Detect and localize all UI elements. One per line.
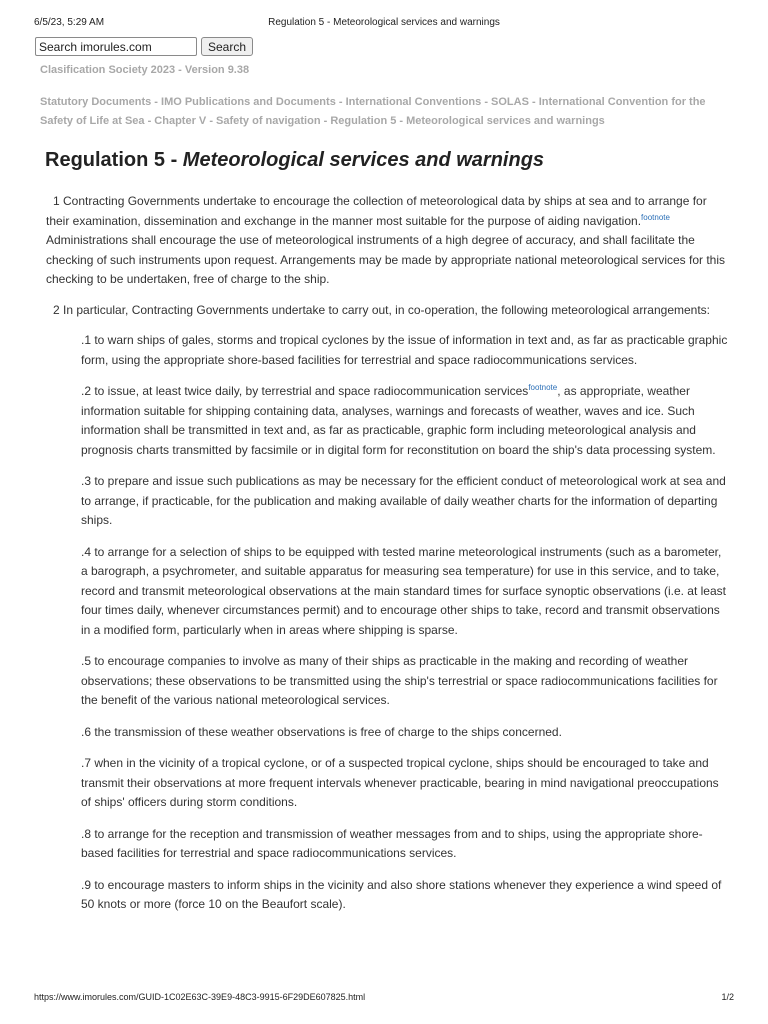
arrangement-list (46, 331, 728, 915)
regulation-content (46, 192, 728, 927)
footnote-link[interactable]: footnote (641, 212, 670, 222)
list-item: .6 the transmission of these weather observations is free of charge to the ships concerned. (81, 724, 562, 739)
version-label: Clasification Society 2023 - Version 9.38 (40, 64, 250, 76)
page-number: 1/2 (721, 992, 734, 1002)
list-item-text-b: , as appropriate, weather information suitable for shipping containing data, analyses, warnings and forecasts of weather, waves and ice. Such information shall be transmitted in text and, as far as practicable, graphic form including meteorological analysis and prognosis charts transmitted by facsimile or in digital form for reconstitution on board the ship's data processing system. (81, 384, 716, 457)
paragraph-1-text-b: Administrations shall encourage the use of meteorological instruments of a high degree of accuracy, and shall facilitate the checking of such instruments upon request. Arrangements may be made by appropriate national meteorological services for this checking to be undertaken, free of charge to the ship. (46, 233, 726, 286)
page-title (45, 149, 544, 172)
list-item-text-a: .2 to issue, at least twice daily, by terrestrial and space radiocommunication services (81, 384, 529, 398)
paragraph-1-text-a: 1 Contracting Governments undertake to encourage the collection of meteorological data by ships at sea and to arrange for their examination, dissemination and exchange in the manner most suitable for the purpose of aiding navigation. (46, 194, 707, 228)
breadcrumb[interactable]: Statutory Documents - IMO Publications and Documents - International Conventions - SOLAS - International Convention for the Safety of Life at Sea - Chapter V - Safety of navigation - Regulation 5 - Meteorological services and warnings (40, 96, 706, 127)
print-footer (34, 992, 734, 1004)
print-header (34, 17, 734, 31)
list-item: .7 when in the vicinity of a tropical cyclone, or of a suspected tropical cyclone, ships should be encouraged to take and transmit their observations at more frequent intervals whenever practicable, bearing in mind navigational preoccupations of ships' officers during storm conditions. (81, 756, 719, 809)
list-item: .9 to encourage masters to inform ships in the vicinity and also shore stations whenever they experience a wind speed of 50 knots or more (force 10 on the Beaufort scale). (81, 877, 722, 911)
print-title: Regulation 5 - Meteorological services and warnings (268, 17, 500, 28)
page-title-italic: Meteorological services and warnings (182, 149, 545, 171)
search-button[interactable]: Search (201, 37, 253, 56)
search-bar (35, 37, 253, 56)
list-item: .4 to arrange for a selection of ships to be equipped with tested marine meteorological instruments (such as a barometer, a barograph, a psychrometer, and suitable apparatus for measuring sea temperature) for use in this service, and to take, record and transmit meteorological observations at the main standard times for surface synoptic observations (i.e. at least four times daily, whenever circumstances permit) and to encourage other ships to take, record and transmit observations in a modified form, particularly when in areas where shipping is sparse. (81, 544, 726, 637)
list-item (81, 382, 728, 460)
paragraph-2: 2 In particular, Contracting Governments undertake to carry out, in co-operation, the following meteorological arrangements: (53, 302, 711, 317)
print-date: 6/5/23, 5:29 AM (34, 17, 105, 28)
list-item: .3 to prepare and issue such publications as may be necessary for the efficient conduct of meteorological work at sea and to arrange, if practicable, for the publication and making available of daily weather charts for the information of departing ships. (81, 474, 726, 527)
footnote-link[interactable]: footnote (528, 383, 558, 392)
page-title-prefix: Regulation 5 - (45, 149, 183, 171)
paragraph-1 (46, 192, 728, 290)
list-item: .8 to arrange for the reception and transmission of weather messages from and to ships, using the appropriate shore-based facilities for terrestrial and space radiocommunications services. (81, 826, 703, 860)
list-item: .5 to encourage companies to involve as many of their ships as practicable in the making and recording of weather observations; these observations to be transmitted using the ship's terrestrial or space radiocommunications facilities for the benefit of the various national meteorological services. (81, 654, 718, 707)
search-input[interactable] (35, 37, 197, 56)
page-url: https://www.imorules.com/GUID-1C02E63C-39E9-48C3-9915-6F29DE607825.html (34, 992, 366, 1002)
list-item: .1 to warn ships of gales, storms and tropical cyclones by the issue of information in text and, as far as practicable graphic form, using the appropriate shore-based facilities for terrestrial and space radiocommunications services. (81, 333, 728, 367)
